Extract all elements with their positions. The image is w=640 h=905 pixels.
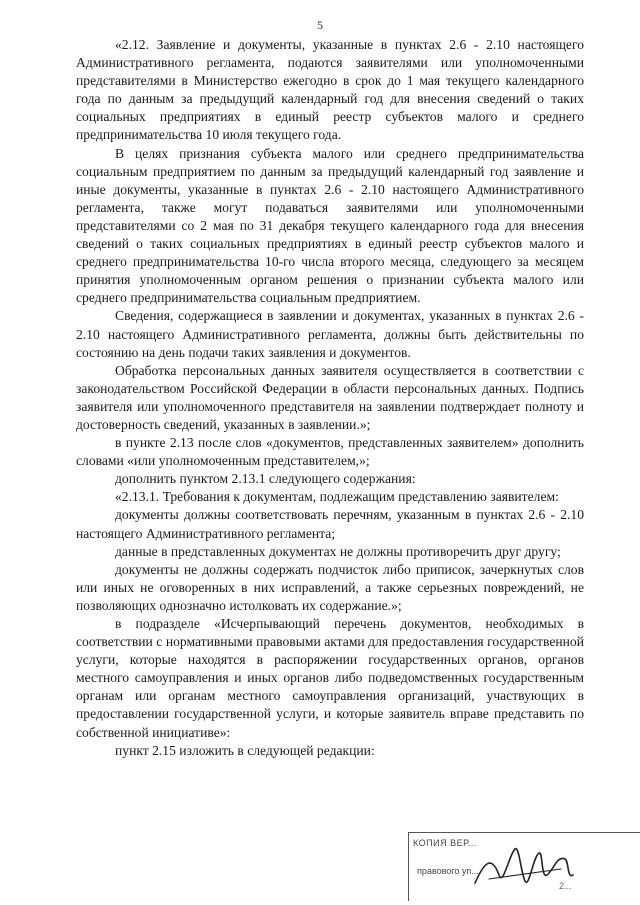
- paragraph: в пункте 2.13 после слов «документов, представленных заявителем» дополнить словами «или уполномоченным представителем,»;: [76, 435, 584, 469]
- document-body: [76, 36, 584, 760]
- page-number: 5: [317, 18, 323, 32]
- paragraph: В целях признания субъекта малого или среднего предпринимательства социальным предприятием по данным за предыдущий календарный год заявление и иные документы, указанные в пунктах 2.6 - 2.10 настоящего Административного регламента, также могут подаваться заявителями или уполномоченными представителями со 2 мая по 31 декабря текущего календарного года для внесения сведений о таких социальных предприятиях в единый реестр субъектов малого и среднего предпринимательства 10-го числа второго месяца, следующего за месяцем принятия уполномоченным органом решения о признании субъекта малого или среднего предпринимательства социальным предприятием.: [76, 145, 584, 306]
- paragraph: Обработка персональных данных заявителя осуществляется в соответствии с законодательством Российской Федерации в области персональных данных. Подпись заявителя или уполномоченного представителя на заявлении подтверждает полноту и достоверность сведений, указанных в заявлении.»;: [76, 362, 584, 432]
- paragraph: в подразделе «Исчерпывающий перечень документов, необходимых в соответствии с нормативными правовыми актами для предоставления государственной услуги, которые находятся в распоряжении государственных органов, органов местного самоуправления и иных органов либо подведомственных государственным органам или органам местного самоуправления организаций, участвующих в предоставлении государственной услуги, и которые заявитель вправе представить по собственной инициативе»:: [76, 616, 584, 740]
- copy-stamp: [408, 832, 640, 901]
- paragraph: Сведения, содержащиеся в заявлении и документах, указанных в пунктах 2.6 - 2.10 настоящего Административного регламента, должны быть действительны по состоянию на день подачи таких заявления и документов.: [76, 308, 584, 360]
- stamp-line-2: правового уп...: [417, 866, 479, 876]
- paragraph: данные в представленных документах не должны противоречить друг другу;: [115, 543, 561, 559]
- stamp-line-1: КОПИЯ ВЕР...: [413, 838, 477, 848]
- paragraph: «2.12. Заявление и документы, указанные в пунктах 2.6 - 2.10 настоящего Административного регламента, подаются заявителями или уполномоченными представителями в Министерство ежегодно в срок до 1 мая текущего календарного года по данным за предыдущий календарный год для внесения сведений о таких социальных предприятиях в единый реестр субъектов малого и среднего предпринимательства 10 июля текущего года.: [76, 37, 584, 143]
- signature-icon: [469, 835, 579, 897]
- paragraph: документы должны соответствовать перечням, указанным в пунктах 2.6 - 2.10 настоящего Административного регламента;: [76, 507, 584, 541]
- paragraph: пункт 2.15 изложить в следующей редакции:: [115, 742, 375, 758]
- paragraph: дополнить пунктом 2.13.1 следующего содержания:: [115, 471, 416, 487]
- stamp-date: 2...: [559, 881, 572, 891]
- paragraph: «2.13.1. Требования к документам, подлежащим представлению заявителем:: [115, 489, 559, 505]
- paragraph: документы не должны содержать подчисток либо приписок, зачеркнутых слов или иных не оговоренных в них исправлений, а также серьезных повреждений, не позволяющих однозначно истолковать их содержание.»;: [76, 561, 584, 613]
